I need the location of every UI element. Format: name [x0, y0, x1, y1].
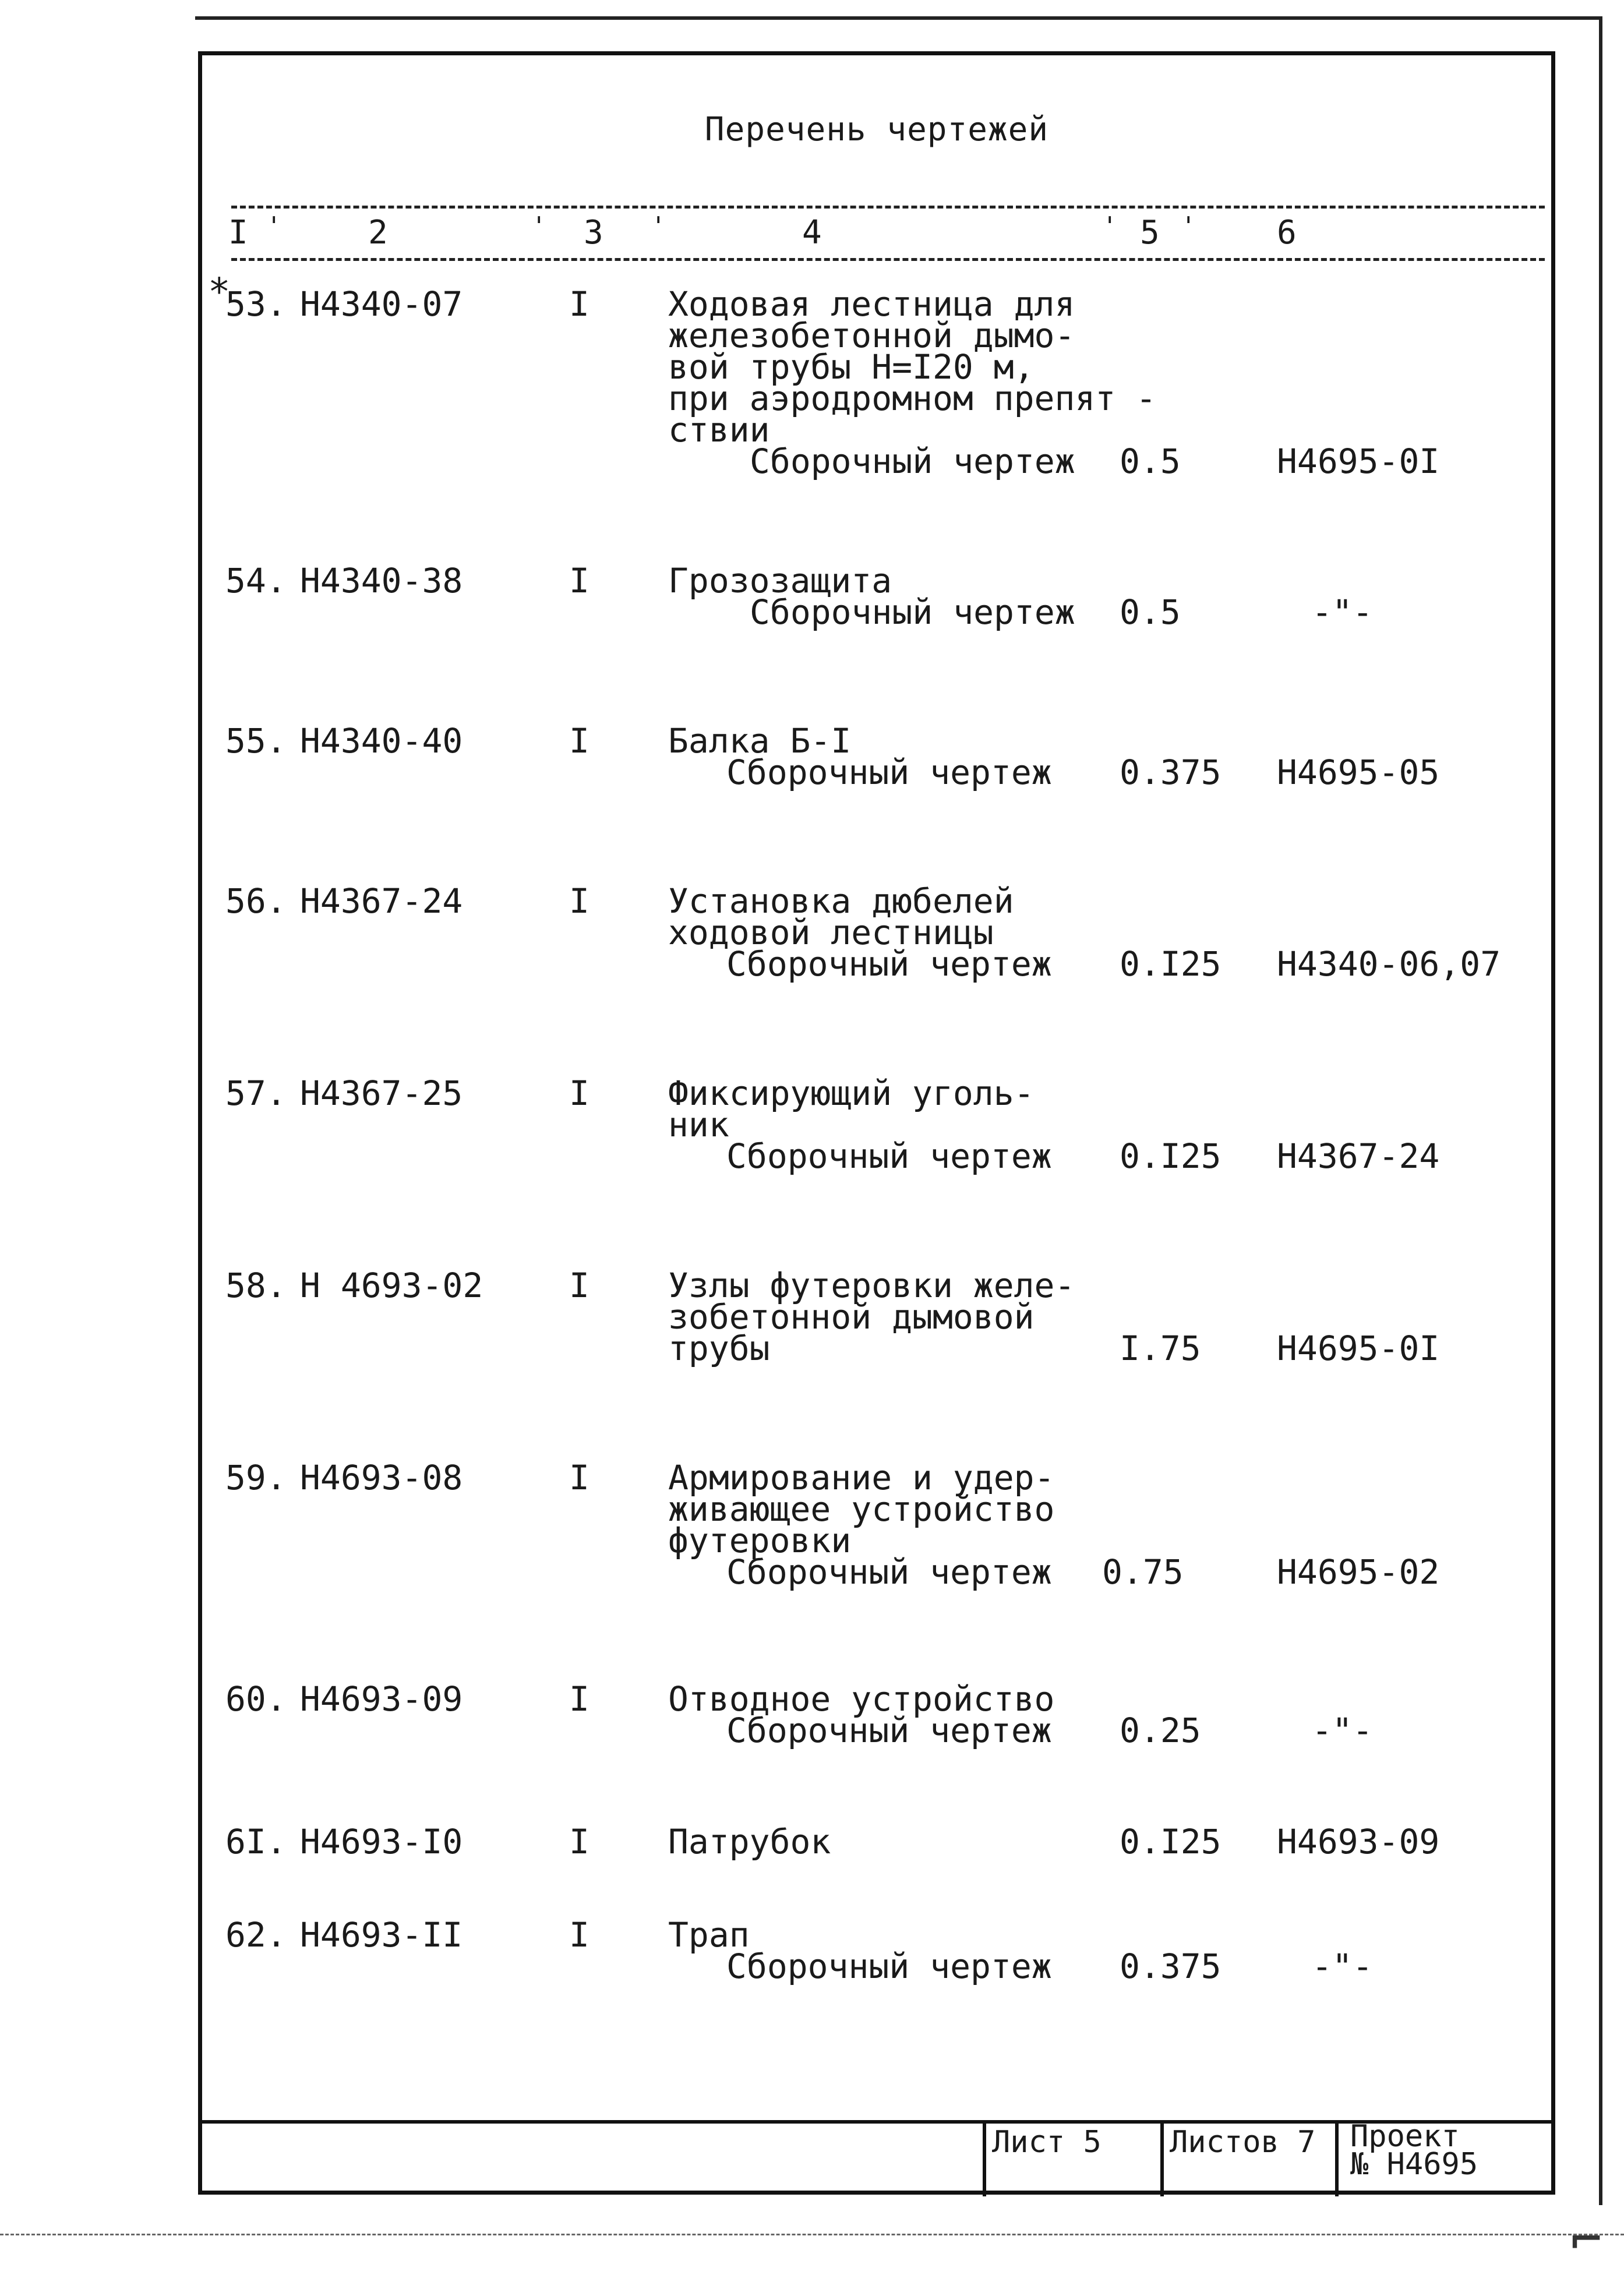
- reference-doc: Н4695-05: [1277, 753, 1440, 792]
- row-number: 54.: [225, 561, 287, 600]
- reference-doc: Н4340-06,07: [1277, 944, 1501, 984]
- row-number: 62.: [225, 1915, 287, 1955]
- name-line: железобетонной дымо-: [668, 316, 1075, 355]
- format-value: 0.375: [1120, 1947, 1221, 1986]
- stamp-sheet-cell: [983, 2124, 1161, 2196]
- sheet-count: I: [569, 881, 589, 921]
- row-number: 58.: [225, 1266, 287, 1305]
- asterisk-mark-icon: *: [208, 271, 231, 314]
- row-number: 53.: [225, 284, 287, 324]
- drawing-code: Н4693-II: [300, 1915, 463, 1955]
- name-line: Узлы футеровки желе-: [668, 1266, 1075, 1305]
- sheet-count: I: [569, 721, 589, 761]
- drawing-name: [668, 1822, 831, 1861]
- header-col-5: 5: [1140, 214, 1160, 252]
- drawing-name: [668, 1915, 1052, 1986]
- drawing-name: [668, 721, 1052, 792]
- drawing-code: Н4693-08: [300, 1458, 463, 1497]
- sheet-count: I: [569, 284, 589, 324]
- corner-mark-icon: ⌐: [1570, 2209, 1602, 2270]
- name-line: ствии: [668, 410, 770, 450]
- name-subtitle: Сборочный чертеж: [750, 441, 1075, 481]
- reference-doc: -"-: [1312, 1947, 1373, 1986]
- name-line: ходовой лестницы: [668, 913, 994, 952]
- name-line: Ходовая лестница для: [668, 284, 1075, 324]
- drawing-code: Н4340-40: [300, 721, 463, 761]
- reference-doc: Н4695-0I: [1277, 1329, 1440, 1368]
- name-line: футеровки: [668, 1521, 852, 1560]
- header-col-4: 4: [802, 214, 822, 252]
- sheet-count: I: [569, 1915, 589, 1955]
- drawing-code: Н4693-09: [300, 1679, 463, 1719]
- header-col-3: 3: [584, 214, 603, 252]
- name-line: Трап: [668, 1915, 750, 1955]
- sheet-count: I: [569, 1679, 589, 1719]
- header-divider-top: [231, 206, 1545, 209]
- name-subtitle: Сборочный чертеж: [726, 1552, 1052, 1592]
- name-subtitle: Сборочный чертеж: [726, 944, 1052, 984]
- format-value: 0.5: [1120, 441, 1181, 481]
- sheet-count: I: [569, 1073, 589, 1113]
- name-line: Армирование и удер-: [668, 1458, 1055, 1497]
- format-value: I.75: [1120, 1329, 1201, 1368]
- row-number: 60.: [225, 1679, 287, 1719]
- drawing-name: [668, 1073, 1052, 1176]
- name-line: Фиксирующий уголь-: [668, 1073, 1035, 1113]
- sheet-count: I: [569, 1822, 589, 1861]
- project-number: № Н4695: [1350, 2147, 1478, 2182]
- drawing-name: [668, 881, 1052, 984]
- format-value: 0.I25: [1120, 1822, 1221, 1861]
- document-frame: [198, 51, 1555, 2195]
- name-line: Отводное устройство: [668, 1679, 1055, 1719]
- header-divider-bottom: [231, 258, 1545, 261]
- name-line: ник: [668, 1105, 729, 1144]
- drawing-name: [668, 1679, 1055, 1750]
- name-line: трубы: [668, 1329, 770, 1368]
- drawing-name: [668, 561, 1075, 632]
- name-subtitle: Сборочный чертеж: [750, 592, 1075, 632]
- title-block: [202, 2120, 1551, 2193]
- sheet-count: I: [569, 1458, 589, 1497]
- header-tick: ': [266, 211, 282, 241]
- project-label: Проект: [1350, 2119, 1460, 2154]
- header-tick: ': [1181, 211, 1196, 241]
- reference-doc: Н4695-0I: [1277, 441, 1440, 481]
- reference-doc: -"-: [1312, 1711, 1373, 1750]
- name-line: зобетонной дымовой: [668, 1297, 1035, 1337]
- name-line: живающее устройство: [668, 1489, 1055, 1529]
- name-line: Патрубок: [668, 1822, 831, 1861]
- sheet-number: Лист 5: [992, 2125, 1102, 2160]
- format-value: 0.375: [1120, 753, 1221, 792]
- sheet-count: I: [569, 1266, 589, 1305]
- stamp-sheets-cell: [1160, 2124, 1339, 2196]
- row-number: 56.: [225, 881, 287, 921]
- row-number: 55.: [225, 721, 287, 761]
- page-title: Перечень чертежей: [704, 111, 1049, 149]
- header-tick: ': [651, 211, 666, 241]
- name-subtitle: Сборочный чертеж: [726, 1136, 1052, 1176]
- drawing-code: Н4367-24: [300, 881, 463, 921]
- sheets-total: Листов 7: [1170, 2125, 1316, 2160]
- drawing-name: [668, 284, 1157, 481]
- reference-doc: Н4695-02: [1277, 1552, 1440, 1592]
- header-col-6: 6: [1277, 214, 1297, 252]
- name-line: Грозозащита: [668, 561, 892, 600]
- row-number: 59.: [225, 1458, 287, 1497]
- header-col-1: I: [228, 214, 248, 252]
- format-value: 0.25: [1120, 1711, 1201, 1750]
- drawing-code: Н4340-07: [300, 284, 463, 324]
- stamp-project-cell: [1335, 2119, 1554, 2196]
- format-value: 0.5: [1120, 592, 1181, 632]
- name-subtitle: Сборочный чертеж: [726, 1947, 1052, 1986]
- row-number: 57.: [225, 1073, 287, 1113]
- name-subtitle: Сборочный чертеж: [726, 753, 1052, 792]
- drawing-code: Н4693-I0: [300, 1822, 463, 1861]
- reference-doc: Н4367-24: [1277, 1136, 1440, 1176]
- drawing-name: [668, 1458, 1055, 1592]
- reference-doc: -"-: [1312, 592, 1373, 632]
- drawing-code: Н4340-38: [300, 561, 463, 600]
- sheet-count: I: [569, 561, 589, 600]
- drawing-code: Н 4693-02: [300, 1266, 483, 1305]
- header-col-2: 2: [368, 214, 388, 252]
- name-line: вой трубы Н=I20 м,: [668, 347, 1035, 387]
- format-value: 0.I25: [1120, 1136, 1221, 1176]
- reference-doc: Н4693-09: [1277, 1822, 1440, 1861]
- row-number: 6I.: [225, 1822, 287, 1861]
- name-line: Балка Б-I: [668, 721, 852, 761]
- scan-edge-line: [0, 2234, 1624, 2235]
- name-line: при аэродромном препят -: [668, 379, 1157, 418]
- header-tick: ': [1102, 211, 1118, 241]
- drawing-name: [668, 1266, 1075, 1368]
- header-tick: ': [531, 211, 547, 241]
- name-line: Установка дюбелей: [668, 881, 1014, 921]
- format-value: 0.75: [1102, 1552, 1184, 1592]
- drawing-code: Н4367-25: [300, 1073, 463, 1113]
- name-subtitle: Сборочный чертеж: [726, 1711, 1052, 1750]
- format-value: 0.I25: [1120, 944, 1221, 984]
